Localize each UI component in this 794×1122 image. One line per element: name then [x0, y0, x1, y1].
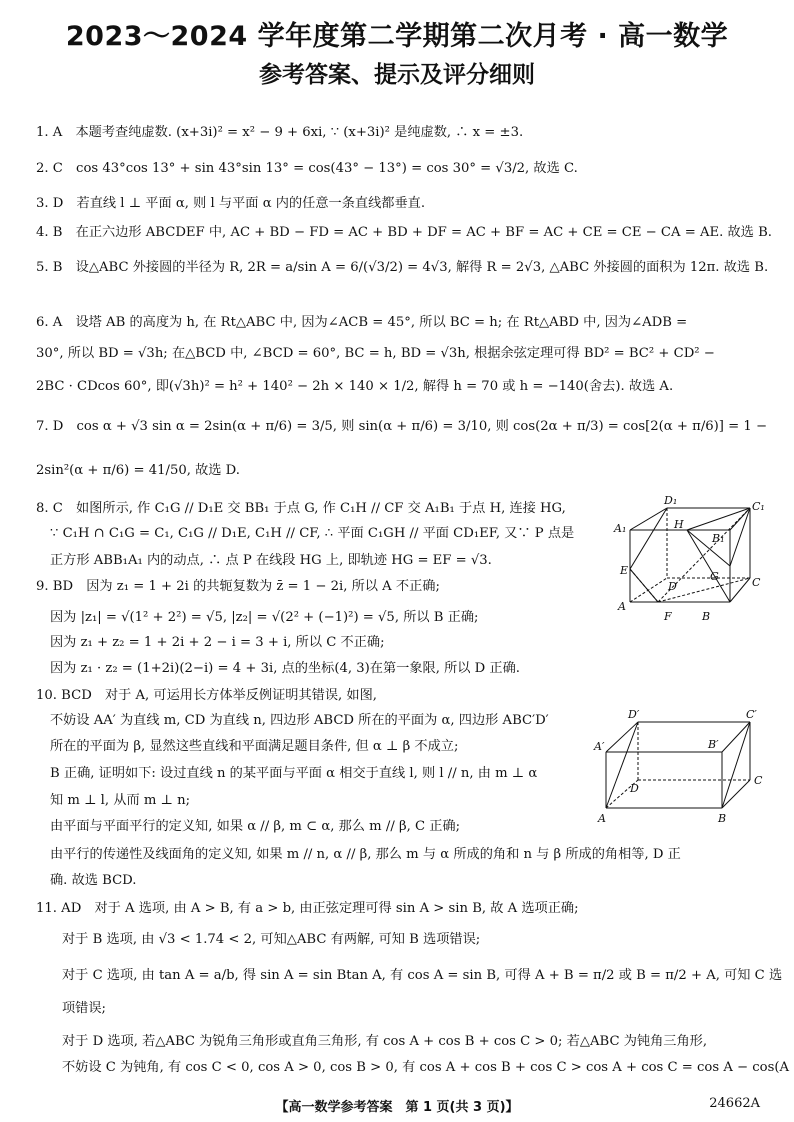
answer-4: 4. B 在正六边形 ABCDEF 中, AC + BD − FD = AC + BD + DF = AC + BF = AC + CE = CE − CA = AE. 故选 B. [36, 225, 772, 240]
label-B: B [718, 812, 727, 825]
answer-9-line-1: 9. BD 因为 z₁ = 1 + 2i 的共轭复数为 z̄ = 1 − 2i, 所以 A 不正确; [36, 579, 440, 594]
page-title: 2023～2024 学年度第二学期第二次月考 · 高一数学 [65, 21, 729, 52]
label-H: H [674, 518, 684, 531]
label-B-prime: B′ [708, 738, 719, 751]
label-A1: A₁ [614, 522, 627, 535]
label-C1: C₁ [752, 500, 765, 513]
label-A: A [598, 812, 606, 825]
answer-11-line-5: 对于 D 选项, 若△ABC 为锐角三角形或直角三角形, 有 cos A + cos B + cos C > 0; 若△ABC 为钝角三角形, [62, 1034, 708, 1049]
label-G: G [710, 570, 719, 583]
page-subtitle: 参考答案、提示及评分细则 [259, 62, 535, 88]
answer-1: 1. A 本题考查纯虚数. (x+3i)² = x² − 9 + 6xi, ∵ (x+3i)² 是纯虚数, ∴ x = ±3. [36, 125, 524, 140]
answer-10-line-8: 确. 故选 BCD. [50, 873, 137, 888]
answer-9-line-2: 因为 |z₁| = √(1² + 2²) = √5, |z₂| = √(2² + (−1)²) = √5, 所以 B 正确; [50, 610, 479, 625]
answer-3: 3. D 若直线 l ⊥ 平面 α, 则 l 与平面 α 内的任意一条直线都垂直. [36, 196, 426, 211]
label-D-prime: D′ [628, 708, 640, 721]
answer-2: 2. C cos 43°cos 13° + sin 43°sin 13° = cos(43° − 13°) = cos 30° = √3/2, 故选 C. [36, 161, 578, 176]
answer-9-line-4: 因为 z₁ · z₂ = (1+2i)(2−i) = 4 + 3i, 点的坐标(4, 3)在第一象限, 所以 D 正确. [50, 661, 521, 676]
answer-10-line-6: 由平面与平面平行的定义知, 如果 α // β, m ⊂ α, 那么 m // β, C 正确; [50, 819, 461, 834]
answer-7-line-1: 7. D cos α + √3 sin α = 2sin(α + π/6) = 3/5, 则 sin(α + π/6) = 3/10, 则 cos(2α + π/3) = cos[2(α + π/6)] = 1 − [36, 419, 768, 434]
answer-10-line-1: 10. BCD 对于 A, 可运用长方体举反例证明其错误, 如图, [36, 688, 377, 703]
label-D1: D₁ [664, 494, 678, 507]
answer-10-line-7: 由平行的传递性及线面角的定义知, 如果 m // n, α // β, 那么 m 与 α 所成的角和 n 与 β 所成的角相等, D 正 [50, 847, 681, 862]
label-A: A [618, 600, 626, 613]
label-C: C [754, 774, 763, 787]
label-D: D [630, 782, 639, 795]
answer-6-line-1: 6. A 设塔 AB 的高度为 h, 在 Rt△ABC 中, 因为∠ACB = 45°, 所以 BC = h; 在 Rt△ABD 中, 因为∠ADB = [36, 315, 688, 330]
answer-10-line-4: B 正确, 证明如下: 设过直线 n 的某平面与平面 α 相交于直线 l, 则 l // n, 由 m ⊥ α [50, 766, 538, 781]
label-E: E [620, 564, 629, 577]
label-C-prime: C′ [746, 708, 757, 721]
answer-11-line-6: 不妨设 C 为钝角, 有 cos C < 0, cos A > 0, cos B > 0, 有 cos A + cos B + cos C > cos A + cos C = cos A − cos(A [62, 1060, 790, 1075]
box-figure-q10 [594, 708, 770, 828]
answer-10-line-3: 所在的平面为 β, 显然这些直线和平面满足题目条件, 但 α ⊥ β 不成立; [50, 739, 459, 754]
page-footer: 【高一数学参考答案 第 1 页(共 3 页)】 [275, 1100, 519, 1115]
label-B1: B₁ [712, 532, 725, 545]
label-C: C [752, 576, 761, 589]
answer-6-line-2: 30°, 所以 BD = √3h; 在△BCD 中, ∠BCD = 60°, BC = h, BD = √3h, 根据余弦定理可得 BD² = BC² + CD² − [36, 346, 715, 361]
answer-10-line-2: 不妨设 AA′ 为直线 m, CD 为直线 n, 四边形 ABCD 所在的平面为 α, 四边形 ABC′D′ [50, 713, 549, 728]
label-A-prime: A′ [594, 740, 605, 753]
answer-11-line-3: 对于 C 选项, 由 tan A = a/b, 得 sin A = sin Btan A, 有 cos A = sin B, 可得 A + B = π/2 或 B = π/2 + A, 可知 C 选 [62, 968, 783, 983]
answer-11-line-4: 项错误; [62, 1001, 107, 1016]
cube-figure-q8 [612, 494, 765, 630]
answer-7-line-2: 2sin²(α + π/6) = 41/50, 故选 D. [36, 463, 240, 478]
document-code: 24662A [709, 1096, 760, 1111]
answer-8-line-1: 8. C 如图所示, 作 C₁G // D₁E 交 BB₁ 于点 G, 作 C₁H // CF 交 A₁B₁ 于点 H, 连接 HG, [36, 501, 566, 516]
label-D: D [668, 580, 677, 593]
answer-9-line-3: 因为 z₁ + z₂ = 1 + 2i + 2 − i = 3 + i, 所以 C 不正确; [50, 635, 385, 650]
label-F: F [664, 610, 672, 623]
answer-6-line-3: 2BC · CDcos 60°, 即(√3h)² = h² + 140² − 2h × 140 × 1/2, 解得 h = 70 或 h = −140(舍去). 故选 A. [36, 379, 674, 394]
answer-10-line-5: 知 m ⊥ l, 从而 m ⊥ n; [50, 793, 191, 808]
answer-11-line-1: 11. AD 对于 A 选项, 由 A > B, 有 a > b, 由正弦定理可得 sin A > sin B, 故 A 选项正确; [36, 901, 579, 916]
answer-8-line-3: 正方形 ABB₁A₁ 内的动点, ∴ 点 P 在线段 HG 上, 即轨迹 HG = EF = √3. [50, 553, 492, 568]
answer-5: 5. B 设△ABC 外接圆的半径为 R, 2R = a/sin A = 6/(√3/2) = 4√3, 解得 R = 2√3, △ABC 外接圆的面积为 12π. 故选 B. [36, 260, 769, 275]
answer-8-line-2: ∵ C₁H ∩ C₁G = C₁, C₁G // D₁E, C₁H // CF, ∴ 平面 C₁GH // 平面 CD₁EF, 又∵ P 点是 [50, 526, 575, 541]
label-B: B [702, 610, 711, 623]
answer-11-line-2: 对于 B 选项, 由 √3 < 1.74 < 2, 可知△ABC 有两解, 可知 B 选项错误; [62, 932, 481, 947]
